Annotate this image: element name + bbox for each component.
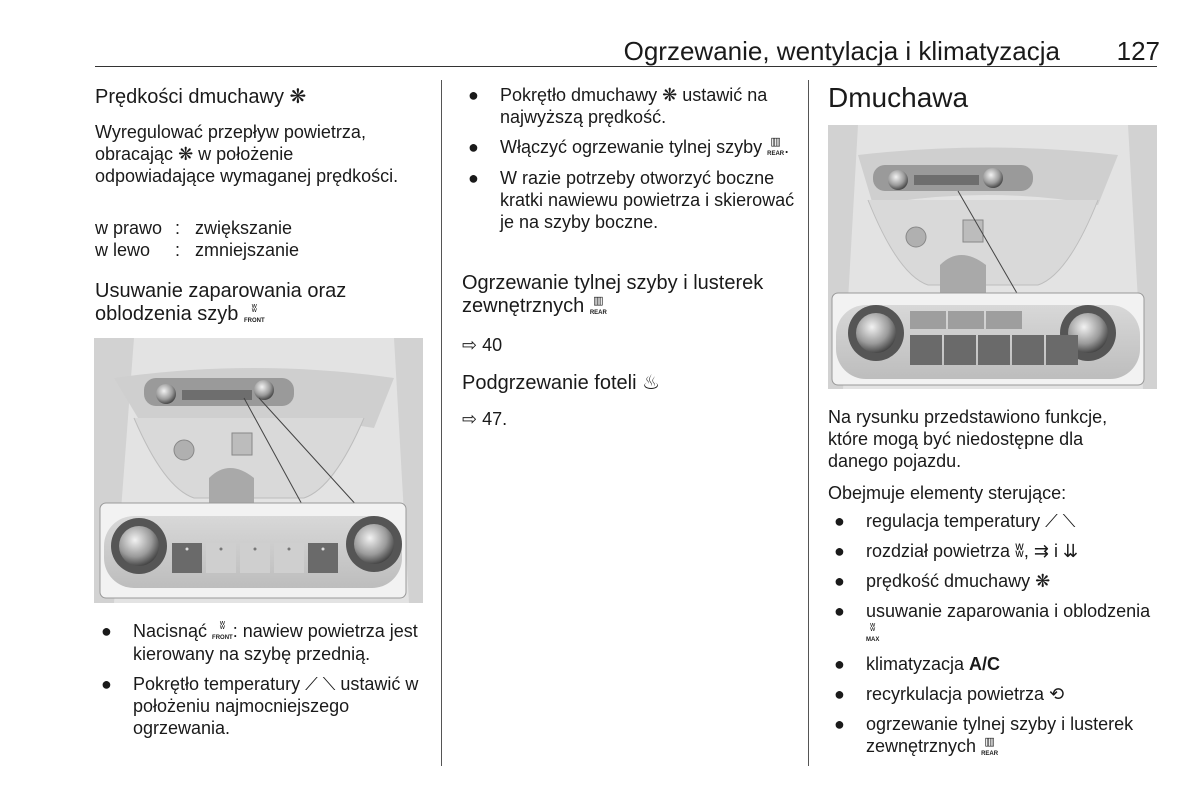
bullet-icon: ●	[468, 168, 479, 189]
console-photo-2	[828, 125, 1157, 389]
controls-list	[828, 510, 1163, 767]
ac-label: A/C	[969, 654, 1001, 675]
rear-defrost-icon: ▥ REAR	[767, 136, 785, 158]
direction-row: w prawo : zwiększanie	[95, 218, 293, 238]
heading-heated-seats: Podgrzewanie foteli ♨	[462, 372, 661, 394]
bullet-icon: ●	[468, 137, 479, 157]
console-illustration	[828, 125, 1157, 389]
list-item: ● rozdział powietrza ʬ, ⇉ i ⇊	[834, 541, 1079, 561]
page-header-title: Ogrzewanie, wentylacja i klimatyzacja	[623, 36, 1060, 66]
console-illustration	[94, 338, 423, 603]
fan-icon: ❋	[662, 85, 678, 105]
rear-defrost-icon: ▥ REAR	[589, 294, 607, 316]
bullet-icon: ●	[834, 654, 845, 675]
list-item: ● regulacja temperatury ⟋ ⟍	[834, 511, 1076, 531]
bullet-icon: ●	[834, 684, 845, 705]
list-item: ● Pokrętło temperatury ⟋ ⟍ ustawić w położeniu najmocniejszego ogrzewania.	[101, 674, 419, 739]
list-item: ● Pokrętło dmuchawy ❋ ustawić na najwyższą prędkość.	[468, 85, 768, 127]
list-item: ● W razie potrzeby otworzyć boczne kratki nawiewu powietrza i skierować je na szyby boczne.	[468, 168, 795, 233]
direction-row: w lewo : zmniejszanie	[95, 240, 300, 260]
paragraph-blower: Wyregulować przepływ powietrza, obracając ❋ w położenie odpowiadające wymaganej prędkości.	[95, 122, 399, 186]
list-item: ● usuwanie zaparowania i oblodzenia ʬ MAX	[834, 601, 1151, 644]
list-item: ● Włączyć ogrzewanie tylnej szyby ▥ REAR.	[468, 136, 790, 158]
direction-table	[95, 217, 415, 261]
bullet-icon: ●	[468, 85, 479, 105]
reference-arrow-icon: ⇨	[462, 409, 478, 429]
max-defrost-icon: ʬ MAX	[866, 622, 880, 644]
header-rule	[95, 66, 1157, 67]
bullet-icon: ●	[834, 571, 845, 591]
fan-icon: ❋	[1035, 571, 1051, 591]
bullet-icon: ●	[101, 674, 112, 695]
paragraph-note: Na rysunku przedstawiono funkcje, które mogą być niedostępne dla danego pojazdu.	[828, 407, 1108, 471]
recirculation-icon: ⟲	[1049, 684, 1065, 705]
page-reference: ⇨ 47.	[462, 409, 508, 429]
list-item: ● klimatyzacja A/C	[834, 654, 1001, 675]
heading-rear-window-heating: Ogrzewanie tylnej szyby i lusterek zewnętrznych ▥ REAR	[462, 272, 764, 317]
bullet-icon: ●	[834, 541, 845, 561]
fan-icon: ❋	[289, 86, 307, 108]
heated-seat-icon: ♨	[642, 372, 661, 394]
column-divider-1	[441, 80, 442, 766]
defrost-steps	[95, 620, 425, 747]
front-defrost-icon: ʬ FRONT	[244, 302, 265, 324]
page-number: 127	[1116, 36, 1160, 66]
heading-defrost: Usuwanie zaparowania oraz oblodzenia szyb ʬ FRONT	[95, 280, 347, 325]
air-distribution-icon: ⇊	[1062, 541, 1079, 561]
defrost-steps-continued	[462, 84, 797, 241]
bullet-icon: ●	[101, 621, 112, 641]
temperature-arc-icon: ⟋ ⟍	[1045, 511, 1076, 531]
section-title-blower: Dmuchawa	[828, 82, 969, 113]
list-item: ● Nacisnąć ʬ FRONT: nawiew powietrza jest kierowany na szybę przednią.	[101, 620, 418, 665]
list-item: ● ogrzewanie tylnej szyby i lusterek zewnętrznych ▥ REAR	[834, 714, 1134, 757]
temperature-arc-icon: ⟋ ⟍	[305, 674, 336, 695]
list-item: ● recyrkulacja powietrza ⟲	[834, 684, 1065, 705]
bullet-icon: ●	[834, 601, 845, 621]
bullet-icon: ●	[834, 511, 845, 531]
air-distribution-icon: ʬ,	[1015, 541, 1029, 561]
page-reference: ⇨ 40	[462, 335, 503, 355]
fan-icon: ❋	[178, 144, 194, 164]
list-item: ● prędkość dmuchawy ❋	[834, 571, 1051, 591]
rear-defrost-icon: ▥ REAR	[981, 735, 999, 757]
front-defrost-icon: ʬ FRONT	[212, 620, 233, 642]
column-divider-2	[808, 80, 809, 766]
bullet-icon: ●	[834, 714, 845, 735]
air-distribution-icon: ⇉	[1033, 541, 1049, 561]
console-photo-1	[94, 338, 423, 603]
reference-arrow-icon: ⇨	[462, 335, 478, 355]
paragraph-controls-intro: Obejmuje elementy sterujące:	[828, 483, 1067, 503]
heading-blower-speeds: Prędkości dmuchawy ❋	[95, 86, 307, 108]
